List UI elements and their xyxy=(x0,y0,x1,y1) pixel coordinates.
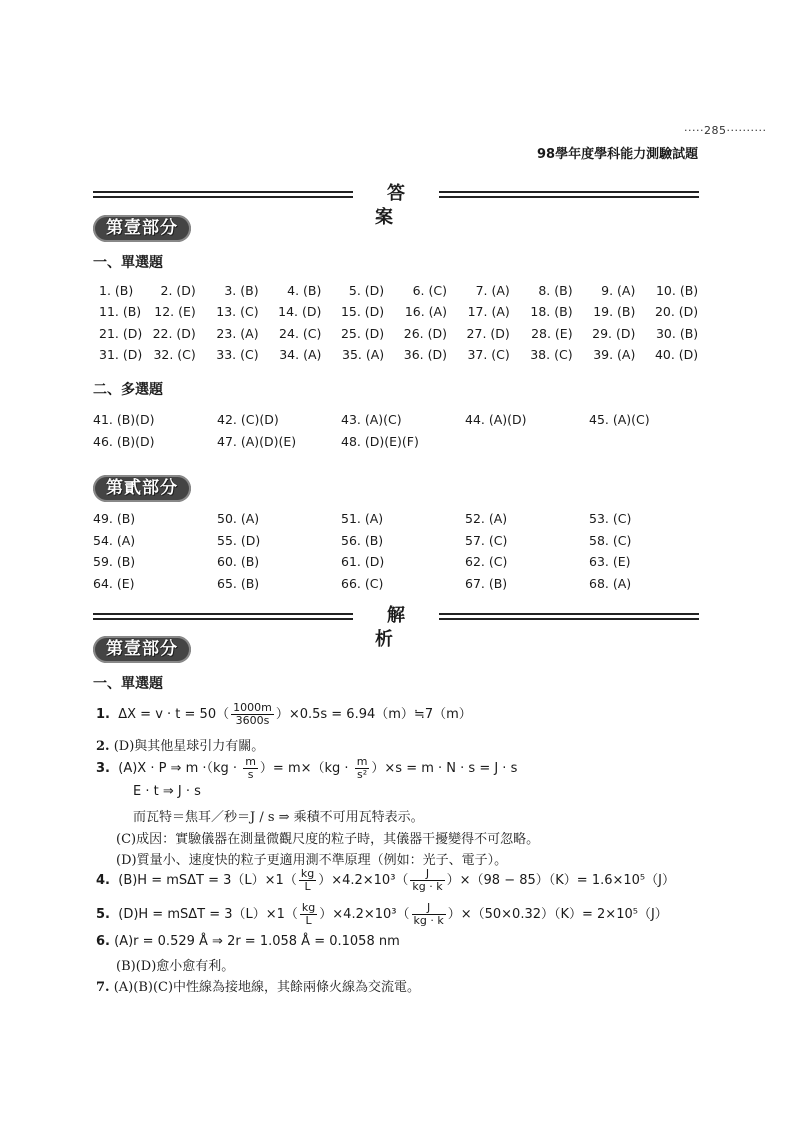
answer-cell xyxy=(589,434,713,456)
answer-row xyxy=(99,326,699,347)
answer-cell: 10. (B) xyxy=(655,283,699,298)
solution-7: 7. (A)(B)(C)中性線為接地線，其餘兩條火線為交流電。 xyxy=(96,980,421,995)
answer-cell: 65. (B) xyxy=(217,575,260,591)
answer-row xyxy=(99,347,699,368)
solution-5: 5. (D)H = mSΔT = 3（L）×1（ $\frac{kg}{L}$ ）×4.2×10³（ $\frac{J}{kg \cdot k}$ ）×（50×0.32）（K）= 2×10⁵（J） xyxy=(96,901,668,927)
answer-cell: 33. (C) xyxy=(216,346,259,362)
answer-cell: 15. (D) xyxy=(340,304,385,320)
answer-cell: 42. (C)(D) xyxy=(217,412,279,427)
analysis-part1-badge: 第壹部分 xyxy=(93,636,191,663)
part2-answers-grid xyxy=(93,511,713,597)
answer-cell: 68. (A) xyxy=(589,575,632,591)
solution-3: 3. (A)X · P ⇒ m ·（kg · $\frac{m}{s}$ ）= m×（kg · $\frac{m}{\text{s²}}$ ）×s = m · N · s = J · s xyxy=(96,755,518,781)
single-choice-heading: 一、單選題 xyxy=(93,255,163,271)
answer-cell: 46. (B)(D) xyxy=(93,433,155,449)
multi-choice-heading: 二、多選題 xyxy=(93,382,163,398)
multi-answers-grid xyxy=(93,412,713,455)
answer-cell: 53. (C) xyxy=(589,511,632,526)
solution-3-line-5: (D)質量小、速度快的粒子更適用測不準原理（例如：光子、電子）。 xyxy=(116,853,508,868)
solution-6-line-2: (B)(D)愈小愈有利。 xyxy=(116,959,235,974)
answer-cell: 64. (E) xyxy=(93,575,135,591)
analysis-single-heading: 一、單選題 xyxy=(93,676,163,692)
answer-row xyxy=(93,412,713,434)
answer-cell: 2. (D) xyxy=(160,283,196,298)
answer-cell: 44. (A)(D) xyxy=(465,412,527,427)
answer-cell xyxy=(465,434,589,456)
solution-4: 4. (B)H = mSΔT = 3（L）×1（ $\frac{kg}{L}$ ）×4.2×10³（ $\frac{J}{kg \cdot k}$ ）×（98 − 85）（K）= 1.6×10⁵（J） xyxy=(96,867,675,893)
answer-cell: 5. (D) xyxy=(348,283,385,298)
answer-row xyxy=(99,304,699,325)
answer-cell: 21. (D) xyxy=(99,325,143,341)
page-number: ·····285·········· xyxy=(684,124,767,137)
book-title: 98學年度學科能力測驗試題 xyxy=(537,147,699,162)
answer-row xyxy=(99,283,699,304)
answer-cell: 47. (A)(D)(E) xyxy=(217,433,297,449)
answer-cell: 17. (A) xyxy=(467,304,510,320)
answer-cell: 50. (A) xyxy=(217,511,260,526)
answer-cell: 27. (D) xyxy=(466,325,510,341)
answer-cell: 56. (B) xyxy=(341,532,384,548)
answer-cell: 28. (E) xyxy=(531,325,573,341)
answer-cell: 23. (A) xyxy=(216,325,259,341)
solution-3-line-3: 而瓦特＝焦耳／秒＝J / s ⇒ 乘積不可用瓦特表示。 xyxy=(133,810,424,825)
answer-row xyxy=(93,576,713,598)
answer-cell: 19. (B) xyxy=(593,304,636,320)
answer-cell: 52. (A) xyxy=(465,511,508,526)
answer-cell: 16. (A) xyxy=(404,304,447,320)
answer-cell: 40. (D) xyxy=(654,346,699,362)
answer-row xyxy=(93,554,713,576)
answer-cell: 29. (D) xyxy=(592,325,636,341)
answer-cell: 7. (A) xyxy=(475,283,510,298)
answer-cell: 61. (D) xyxy=(341,554,385,569)
solution-6: 6. (A)r = 0.529 Å ⇒ 2r = 1.058 Å = 0.1058 nm xyxy=(96,934,400,949)
answer-cell: 26. (D) xyxy=(403,325,447,341)
answer-cell: 63. (E) xyxy=(589,554,631,569)
answer-cell: 37. (C) xyxy=(467,346,510,362)
answer-cell: 45. (A)(C) xyxy=(589,412,650,427)
answer-cell: 9. (A) xyxy=(601,283,636,298)
solution-1: 1. ΔX = v · t = 50（ $\frac{1000m}{3600s}$ ）×0.5s = 6.94（m）≒7（m） xyxy=(96,701,472,727)
answer-cell: 36. (D) xyxy=(403,346,447,362)
answer-cell: 59. (B) xyxy=(93,554,136,569)
answers-title: 答案 xyxy=(353,182,439,206)
answer-cell: 3. (B) xyxy=(224,283,259,298)
answer-cell: 1. (B) xyxy=(99,283,134,298)
solution-2: 2. (D)與其他星球引力有關。 xyxy=(96,739,265,754)
answer-cell: 38. (C) xyxy=(530,346,573,362)
answer-cell: 35. (A) xyxy=(342,346,385,362)
answer-cell: 22. (D) xyxy=(152,325,196,341)
answer-cell: 25. (D) xyxy=(340,325,385,341)
analysis-title: 解析 xyxy=(353,604,439,628)
answer-row xyxy=(93,533,713,555)
single-answers-grid xyxy=(99,283,699,368)
answer-cell: 18. (B) xyxy=(530,304,573,320)
answer-cell: 57. (C) xyxy=(465,532,508,548)
answer-cell: 60. (B) xyxy=(217,554,260,569)
answer-cell: 31. (D) xyxy=(99,346,143,362)
answer-cell: 6. (C) xyxy=(412,283,447,298)
solution-3-line-4: (C)成因：實驗儀器在測量微觀尺度的粒子時，其儀器干擾變得不可忽略。 xyxy=(116,832,540,847)
answer-cell: 12. (E) xyxy=(154,304,196,320)
answer-cell: 32. (C) xyxy=(153,346,196,362)
answer-cell: 66. (C) xyxy=(341,575,384,591)
answer-cell: 14. (D) xyxy=(278,304,322,320)
answer-cell: 48. (D)(E)(F) xyxy=(341,433,419,449)
answer-cell: 8. (B) xyxy=(538,283,573,298)
answer-cell: 39. (A) xyxy=(593,346,636,362)
answer-cell: 55. (D) xyxy=(217,532,261,548)
answer-cell: 58. (C) xyxy=(589,532,632,548)
answer-cell: 13. (C) xyxy=(216,304,259,320)
answer-cell: 24. (C) xyxy=(279,325,322,341)
answer-cell: 54. (A) xyxy=(93,532,136,548)
answer-cell: 41. (B)(D) xyxy=(93,412,155,427)
answer-cell: 49. (B) xyxy=(93,511,136,526)
answer-cell: 20. (D) xyxy=(654,304,699,320)
answer-cell: 51. (A) xyxy=(341,511,384,526)
answer-cell: 11. (B) xyxy=(99,304,142,320)
solution-3-line-2: E · t ⇒ J · s xyxy=(133,784,201,799)
answer-row xyxy=(93,434,713,456)
part1-badge: 第壹部分 xyxy=(93,215,191,242)
answer-cell: 4. (B) xyxy=(287,283,322,298)
answer-cell: 67. (B) xyxy=(465,575,508,591)
answer-cell: 34. (A) xyxy=(279,346,322,362)
answer-cell: 62. (C) xyxy=(465,554,508,569)
answer-cell: 30. (B) xyxy=(655,325,699,341)
answer-row xyxy=(93,511,713,533)
answer-cell: 43. (A)(C) xyxy=(341,412,402,427)
part2-badge: 第貳部分 xyxy=(93,475,191,502)
